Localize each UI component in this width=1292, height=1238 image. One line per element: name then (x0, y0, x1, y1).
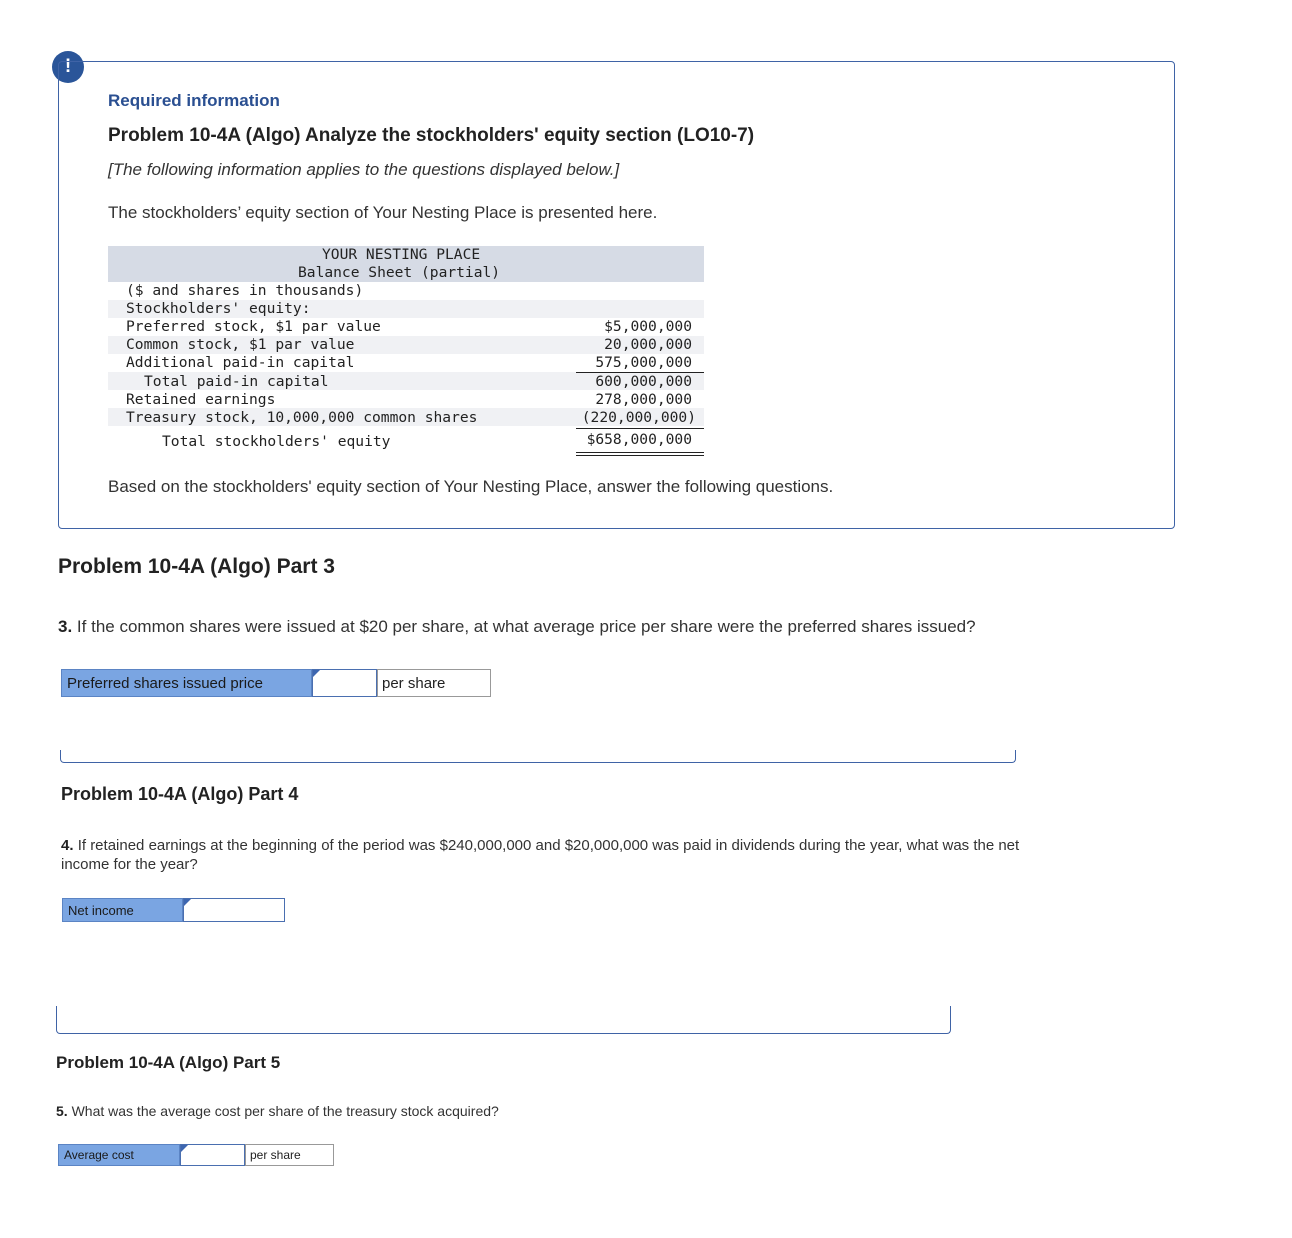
row-amount-preferred-stock: $5,000,000 (604, 318, 692, 335)
part5-title: Problem 10-4A (Algo) Part 5 (56, 1053, 281, 1072)
row-amount-common-stock: 20,000,000 (604, 336, 692, 353)
double-underline-bottom (576, 455, 704, 456)
part5-separator (56, 1006, 951, 1034)
balance-sheet-subtitle: Balance Sheet (partial) (298, 264, 501, 281)
input-corner-marker (181, 1145, 188, 1152)
row-amount-additional-paid-in-capital: 575,000,000 (595, 354, 692, 371)
section-label: Stockholders' equity: (126, 300, 311, 317)
row-label-retained-earnings: Retained earnings (126, 391, 276, 408)
net-income-input[interactable] (183, 898, 285, 922)
part4-separator (60, 750, 1016, 763)
info-note: [The following information applies to the questions displayed below.] (108, 160, 620, 179)
average-cost-input[interactable] (180, 1144, 245, 1166)
row-label-total-stockholders-equity: Total stockholders' equity (162, 433, 391, 450)
part3-title: Problem 10-4A (Algo) Part 3 (58, 555, 335, 578)
intro-text: The stockholders’ equity section of Your Nesting Place is presented here. (108, 203, 658, 222)
average-cost-unit: per share (245, 1144, 334, 1166)
part4-question: 4. If retained earnings at the beginning of the period was $240,000,000 and $20,000,000 was paid in dividends during the year, what was the net income for the year? (61, 837, 1020, 873)
preferred-price-unit: per share (377, 669, 491, 697)
row-label-total-paid-in-capital: Total paid-in capital (144, 373, 329, 390)
row-label-additional-paid-in-capital: Additional paid-in capital (126, 354, 355, 371)
row-amount-treasury-stock: (220,000,000) (581, 409, 696, 426)
input-corner-marker (184, 899, 191, 906)
part4-title: Problem 10-4A (Algo) Part 4 (61, 784, 299, 804)
problem-title: Problem 10-4A (Algo) Analyze the stockholders' equity section (LO10-7) (108, 125, 755, 146)
part5-question: 5. What was the average cost per share of the treasury stock acquired? (56, 1103, 499, 1119)
units-note: ($ and shares in thousands) (126, 282, 364, 299)
row-amount-retained-earnings: 278,000,000 (595, 391, 692, 408)
row-amount-total-paid-in-capital: 600,000,000 (595, 373, 692, 390)
alert-icon: ! (52, 51, 84, 83)
total-top-underline (576, 428, 704, 429)
part3-question: 3. If the common shares were issued at $20 per share, at what average price per share were the preferred shares issued? (58, 617, 976, 636)
preferred-price-input[interactable] (312, 669, 377, 697)
average-cost-label: Average cost (58, 1144, 180, 1166)
closing-text: Based on the stockholders' equity section of Your Nesting Place, answer the following questions. (108, 477, 834, 496)
row-amount-total-stockholders-equity: $658,000,000 (586, 431, 692, 448)
input-corner-marker (313, 670, 320, 677)
net-income-label: Net income (62, 898, 183, 922)
row-label-preferred-stock: Preferred stock, $1 par value (126, 318, 381, 335)
required-information-heading: Required information (108, 91, 280, 110)
row-label-common-stock: Common stock, $1 par value (126, 336, 355, 353)
balance-sheet-company: YOUR NESTING PLACE (322, 246, 481, 263)
double-underline-top (576, 452, 704, 453)
row-label-treasury-stock: Treasury stock, 10,000,000 common shares (126, 409, 478, 426)
preferred-price-label: Preferred shares issued price (61, 669, 312, 697)
